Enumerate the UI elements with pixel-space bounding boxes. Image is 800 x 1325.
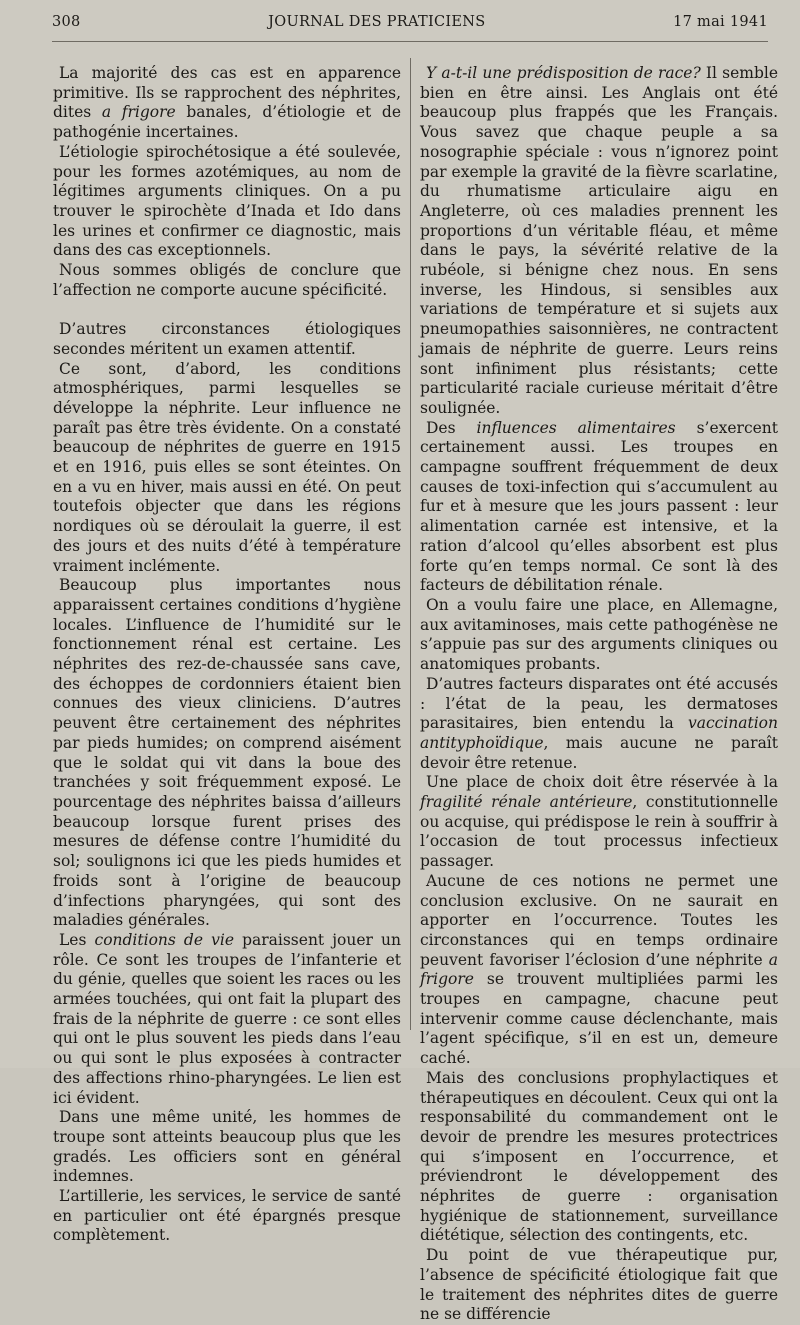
paragraph: On a voulu faire une place, en Allemagne, aux avitaminoses, mais cette pathogénèse ne s’appuie pas sur des arguments cliniques ou anatomiques probants. (420, 595, 778, 674)
paragraph: D’autres facteurs disparates ont été accusés : l’état de la peau, les dermatoses parasitaires, bien entendu la vaccination antityphoïdique, mais aucune ne paraît devoir être retenue. (420, 674, 778, 772)
right-column (420, 64, 778, 1325)
italic-phrase: a frigore (101, 103, 176, 122)
paragraph: Mais des conclusions prophylactiques et thérapeutiques en découlent. Ceux qui ont la responsabilité du commandement ont le devoir de prendre les mesures protectrices qui s’imposent en l’occurrence, et préviendront le développement des néphrites de guerre : organisation hygiénique de stationnement, surveillance diététique, sélection des contingents, etc. (420, 1068, 778, 1245)
paragraph: D’autres circonstances étiologiques secondes méritent un examen attentif. (53, 320, 401, 358)
paragraph: Ce sont, d’abord, les conditions atmosphériques, parmi lesquelles se développe la néphrite. Leur influence ne paraît pas être très évidente. On a constaté beaucoup de néphrites de guerre en 1915 et en 1916, puis elles se sont éteintes. On en a vu en hiver, mais aussi en été. On peut toutefois objecter que dans les régions nordiques où se déroulait la guerre, il est des jours et des nuits d’été à température vraiment inclémente. (53, 359, 401, 575)
journal-title: JOURNAL DES PRATICIENS (268, 14, 486, 30)
paragraph: Y a-t-il une prédisposition de race? Il semble bien en être ainsi. Les Anglais ont été beaucoup plus frappés que les Français. Vous savez que chaque peuple a sa nosographie spéciale : vous n’ignorez point par exemple la gravité de la fièvre scarlatine, du rhumatisme articulaire aigu en Angleterre, où ces maladies prennent les proportions d’un véritable fléau, et même dans le pays, la sévérité relative de la rubéole, si bénigne chez nous. En sens inverse, les Hindous, si sensibles aux variations de température et si sujets aux pneumopathies saisonnières, ne contractent jamais de néphrite de guerre. Leurs reins sont infiniment plus résistants; cette particularité raciale curieuse méritait d’être soulignée. (420, 64, 779, 417)
paragraph: Aucune de ces notions ne permet une conclusion exclusive. On ne saurait en apporter en l’occurrence. Toutes les circonstances qui en temps ordinaire peuvent favoriser l’éclosion d’une néphrite a frigore se trouvent multipliées parmi les troupes en campagne, chacune peut intervenir comme cause déclenchante, mais l’agent spécifique, s’il en est un, demeure caché. (420, 871, 778, 1068)
paragraph: La majorité des cas est en apparence primitive. Ils se rapprochent des néphrites, dites a frigore banales, d’étiologie et de pathogénie incertaines. (53, 64, 402, 142)
paragraph: Les conditions de vie paraissent jouer un rôle. Ce sont les troupes de l’infanterie et du génie, quelles que soient les races ou les armées touchées, qui ont fait la plupart des frais de la néphrite de guerre : ce sont elles qui ont le plus souvent les pieds dans l’eau ou qui sont le plus exposées à contracter des affections rhino-pharyngées. Le lien est ici évident. (53, 930, 401, 1107)
italic-phrase: Y a-t-il une prédisposition de race? (426, 64, 701, 82)
paragraph: Dans une même unité, les hommes de troupe sont atteints beaucoup plus que les gradés. Les officiers sont en général indemnes. (53, 1108, 401, 1186)
italic-phrase: influences alimentaires (476, 418, 676, 437)
paragraph: Nous sommes obligés de conclure que l’affection ne comporte aucune spécificité. (53, 261, 401, 299)
paragraph: L’étiologie spirochétosique a été soulevée, pour les formes azotémiques, au nom de légitimes arguments cliniques. On a pu trouver le spirochète d’Inada et Ido dans les urines et confirmer ce diagnostic, mais dans des cas exceptionnels. (53, 142, 401, 260)
paragraph: Des influences alimentaires s’exercent certainement aussi. Les troupes en campagne souffrent fréquemment de deux causes de toxi-infection qui s’accumulent au fur et à mesure que les jours passent : leur alimentation carnée est intensive, et la ration d’alcool qu’elles absorbent est plus forte qu’en temps normal. Ce sont là des facteurs de débilitation rénale. (420, 418, 779, 595)
page-number: 308 (52, 14, 81, 30)
column-divider (410, 58, 411, 1030)
running-header (52, 14, 768, 30)
italic-phrase: fragilité rénale antérieure (420, 793, 633, 812)
paragraph: Une place de choix doit être réservée à la fragilité rénale antérieure, constitutionnelle ou acquise, qui prédispose le rein à souffrir à l’occasion de tout processus infectieux passager. (420, 773, 778, 871)
header-rule (52, 41, 768, 42)
italic-phrase: a frigore (420, 950, 778, 989)
issue-date: 17 mai 1941 (673, 14, 768, 30)
paragraph: Du point de vue thérapeutique pur, l’absence de spécificité étiologique fait que le traitement des néphrites dites de guerre ne se différencie (420, 1246, 778, 1324)
italic-phrase: conditions de vie (94, 930, 234, 949)
paragraph: L’artillerie, les services, le service de santé en particulier ont été épargnés presque complètement. (53, 1187, 401, 1245)
left-column (53, 64, 401, 1246)
paragraph: Beaucoup plus importantes nous apparaissent certaines conditions d’hygiène locales. L’influence de l’humidité sur le fonctionnement rénal est certaine. Les néphrites des rez-de-chaussée sans cave, des échoppes de cordonniers étaient bien connues des vieux cliniciens. D’autres peuvent être certainement des néphrites par pieds humides; on comprend aisément que le soldat qui vit dans la boue des tranchées y soit fréquemment exposé. Le pourcentage des néphrites baissa d’ailleurs beaucoup lorsque furent prises des mesures de défense contre l’humidité du sol; soulignons ici que les pieds humides et froids sont à l’origine de beaucoup d’infections pharyngées, qui sont des maladies générales. (53, 576, 401, 930)
italic-phrase: vaccination antityphoïdique (420, 714, 778, 752)
